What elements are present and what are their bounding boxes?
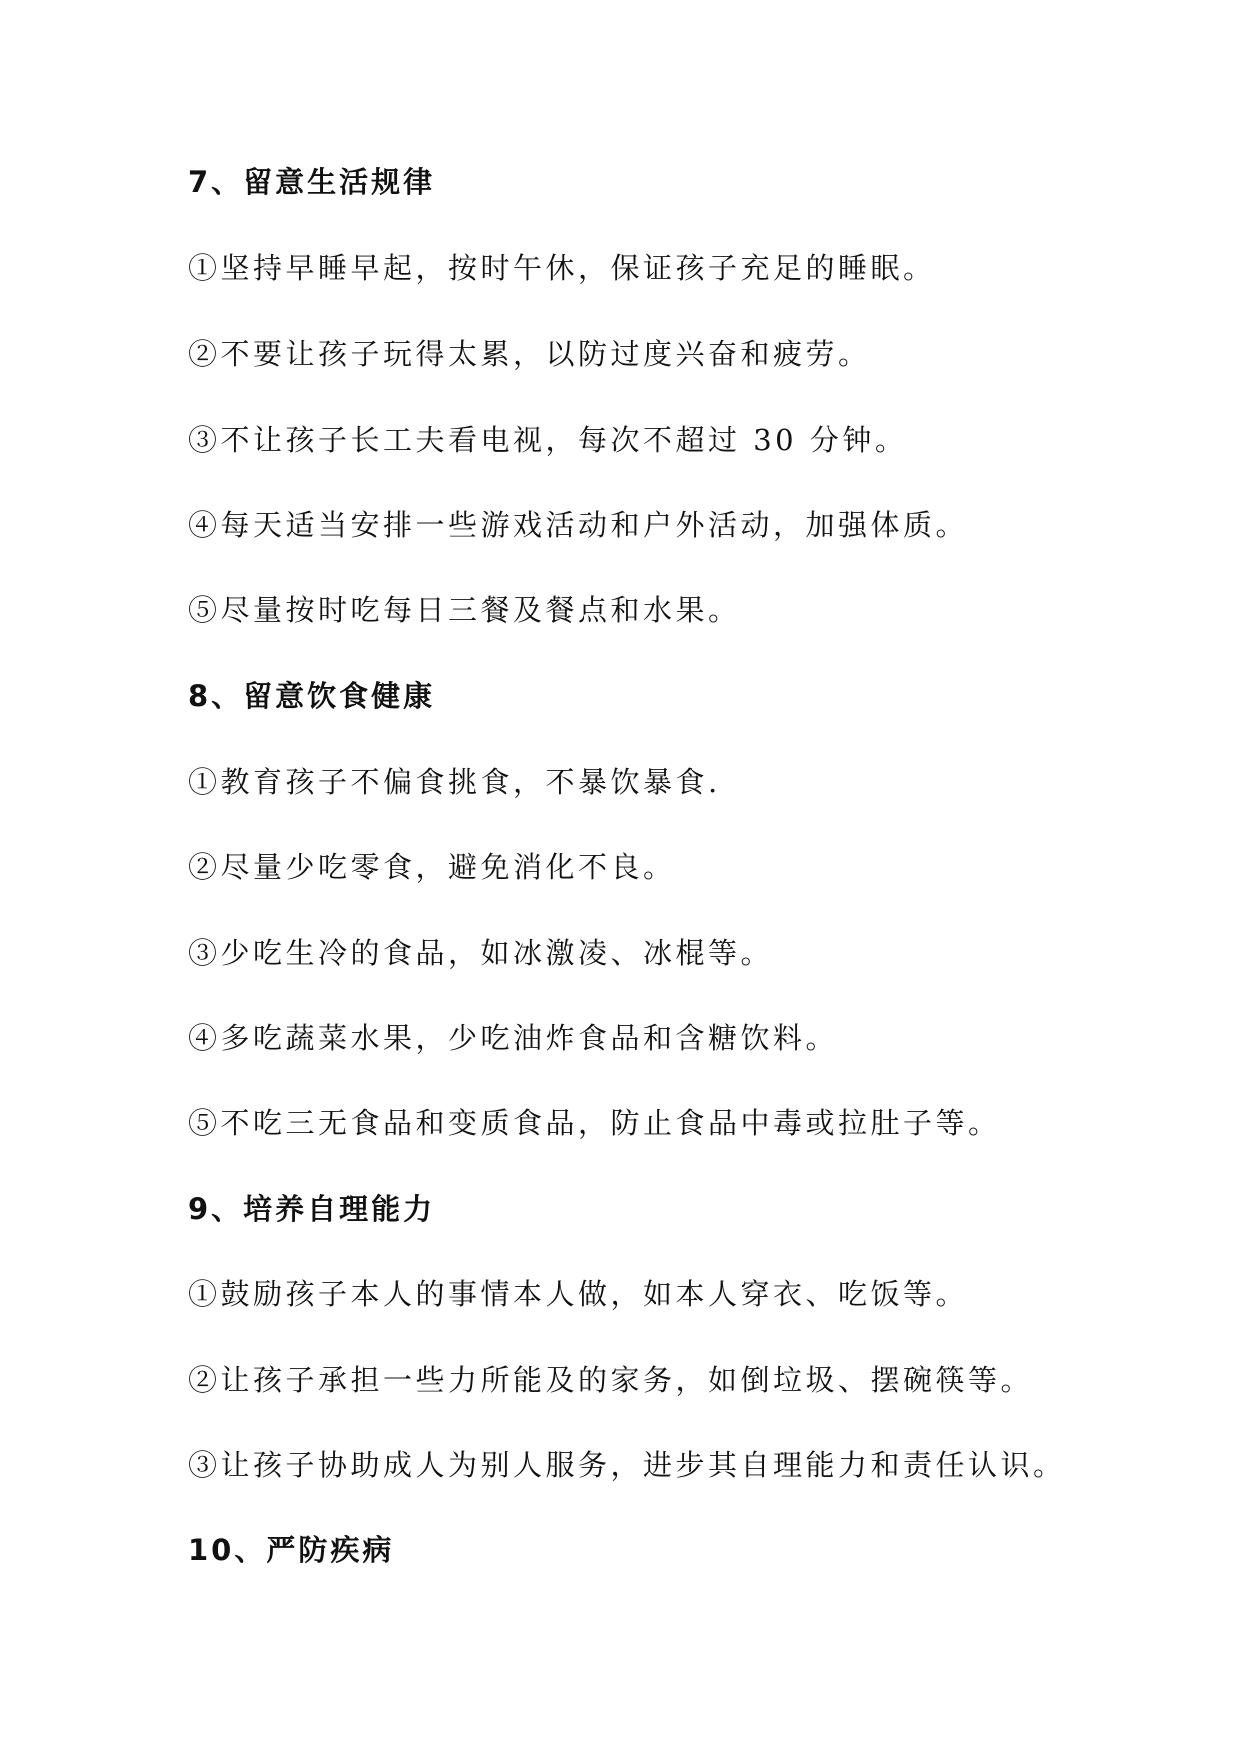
section-heading: 7、留意生活规律 (188, 165, 436, 199)
list-item: ①鼓励孩子本人的事情本人做，如本人穿衣、吃饭等。 (188, 1277, 969, 1311)
list-item: ④每天适当安排一些游戏活动和户外活动，加强体质。 (188, 508, 969, 542)
list-item: ④多吃蔬菜水果，少吃油炸食品和含糖饮料。 (188, 1021, 839, 1055)
section-heading: 8、留意饮食健康 (188, 679, 436, 713)
section-heading: 10、严防疾病 (188, 1533, 395, 1567)
list-item: ②不要让孩子玩得太累，以防过度兴奋和疲劳。 (188, 337, 871, 371)
list-item: ①教育孩子不偏食挑食，不暴饮暴食. (188, 765, 721, 799)
list-item: ②尽量少吃零食，避免消化不良。 (188, 850, 676, 884)
list-item: ③不让孩子长工夫看电视，每次不超过 30 分钟。 (188, 423, 908, 457)
list-item: ①坚持早睡早起，按时午休，保证孩子充足的睡眠。 (188, 251, 936, 285)
list-item: ③少吃生冷的食品，如冰激凌、冰棍等。 (188, 936, 774, 970)
list-item: ③让孩子协助成人为别人服务，进步其自理能力和责任认识。 (188, 1448, 1066, 1482)
section-heading: 9、培养自理能力 (188, 1192, 436, 1226)
list-item: ⑤不吃三无食品和变质食品，防止食品中毒或拉肚子等。 (188, 1106, 1001, 1140)
list-item: ⑤尽量按时吃每日三餐及餐点和水果。 (188, 593, 741, 627)
list-item: ②让孩子承担一些力所能及的家务，如倒垃圾、摆碗筷等。 (188, 1363, 1034, 1397)
